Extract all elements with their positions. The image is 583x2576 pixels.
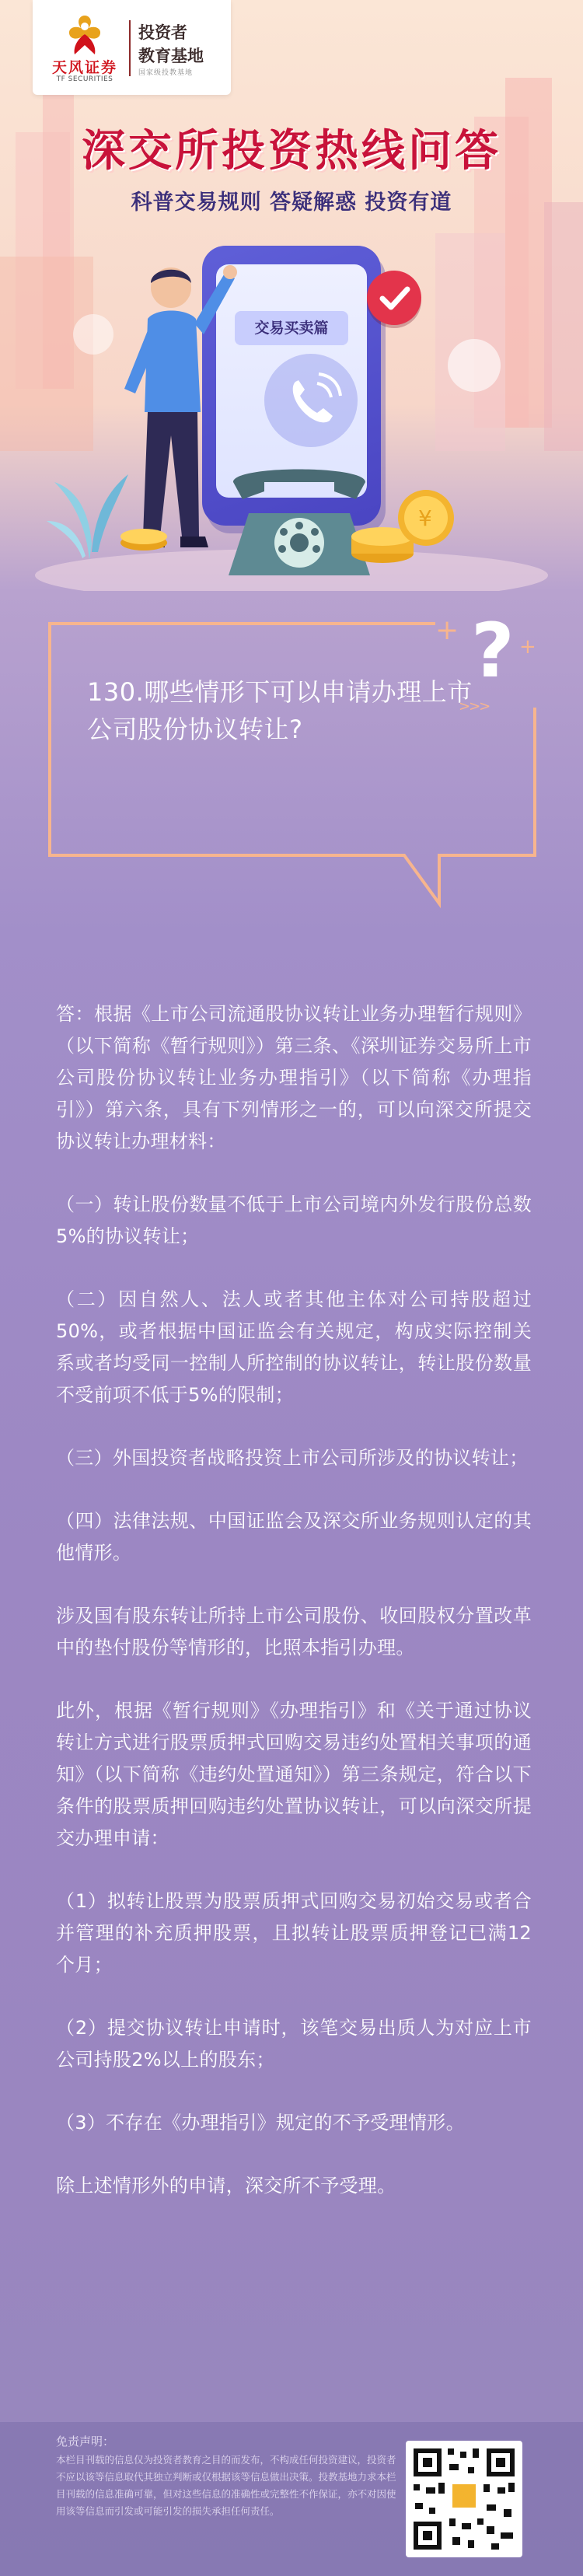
answer-paragraph: （3）不存在《办理指引》规定的不予受理情形。 (56, 2112, 465, 2134)
phone-call-icon (264, 354, 358, 447)
tf-logo-icon (58, 11, 112, 56)
coin-icon (117, 519, 171, 552)
section-name-line1: 投资者 (138, 23, 187, 42)
section-name-line2: 教育基地 (138, 47, 204, 65)
answer-paragraph: 涉及国有股东转让所持上市公司股份、收回股权分置改革中的垫付股份等情形的，比照本指引办理。 (56, 1605, 532, 1658)
page-subtitle: 科普交易规则 答疑解惑 投资有道 (131, 190, 452, 215)
logo-divider (129, 20, 131, 76)
disclaimer-text: 本栏目刊载的信息仅为投资者教育之目的而发布，不构成任何投资建议，投资者不应以该等信息取代其独立判断或仅根据该等信息做出决策。投教基地力求本栏目刊载的信息准确可靠，但对这些信息的准确性或完整性不作保证，亦不对因使用该等信息而引发或可能引发的损失承担任何责任。 (56, 2454, 396, 2517)
answer-paragraph: （1）拟转让股票为股票质押式回购交易初始交易或者合并管理的补充质押股票，且拟转让股票质押登记已满12个月； (56, 1890, 532, 1976)
answer-paragraph: 答：根据《上市公司流通股协议转让业务办理暂行规则》（以下简称《暂行规则》）第三条、《深圳证券交易所上市公司股份协议转让业务办理指引》（以下简称《办理指引》）第六条，具有下列情形之一的，可以向深交所提交协议转让办理材料： (56, 1003, 532, 1152)
answer-paragraph: （四）法律法规、中国证监会及深交所业务规则认定的其他情形。 (56, 1510, 532, 1564)
phone-label: 交易买卖篇 (235, 311, 348, 345)
answer-paragraph: （2）提交协议转让申请时，该笔交易出质人为对应上市公司持股2%以上的股东； (56, 2017, 532, 2071)
hero-banner (0, 0, 583, 591)
svg-text:+: + (435, 614, 459, 646)
brand-name-cn: 天风证券 (51, 59, 117, 76)
answer-paragraph: 此外，根据《暂行规则》《办理指引》和《关于通过协议转让方式进行股票质押式回购交易违约处置相关事项的通知》（以下简称《违约处置通知》）第三条规定，符合以下条件的股票质押回购违约处置协议转让，可以向深交所提交办理申请： (56, 1700, 532, 1849)
disclaimer-title: 免责声明： (56, 2434, 115, 2448)
brand-name-en: TF SECURITIES (56, 75, 113, 83)
answer-section (56, 998, 532, 2233)
svg-text:+: + (519, 635, 536, 659)
answer-paragraph: 除上述情形外的申请，深交所不予受理。 (56, 2175, 396, 2197)
answer-paragraph: （一）转让股份数量不低于上市公司境内外发行股份总数5%的协议转让； (56, 1194, 532, 1247)
section-subtitle: 国家级投教基地 (138, 69, 194, 77)
check-icon (367, 271, 421, 325)
page-title: 深交所投资热线问答 (82, 126, 501, 177)
question-text: 130.哪些情形下可以申请办理上市公司股份协议转让? (87, 677, 473, 744)
qr-code-icon[interactable] (406, 2441, 522, 2557)
footer (0, 2422, 583, 2576)
brand-logo[interactable] (33, 0, 231, 95)
answer-paragraph: （三）外国投资者战略投资上市公司所涉及的协议转让； (56, 1447, 529, 1469)
svg-text:¥: ¥ (418, 505, 432, 531)
answer-paragraph: （二）因自然人、法人或者其他主体对公司持股超过50%，或者根据中国证监会有关规定，构成实际控制关系或者均受同一控制人所控制的协议转让，转让股份数量不受前项不低于5%的限制； (56, 1288, 532, 1406)
coin-stack-icon (342, 482, 459, 568)
arrows-decoration: >>> (459, 698, 490, 715)
svg-text:?: ? (471, 607, 515, 692)
